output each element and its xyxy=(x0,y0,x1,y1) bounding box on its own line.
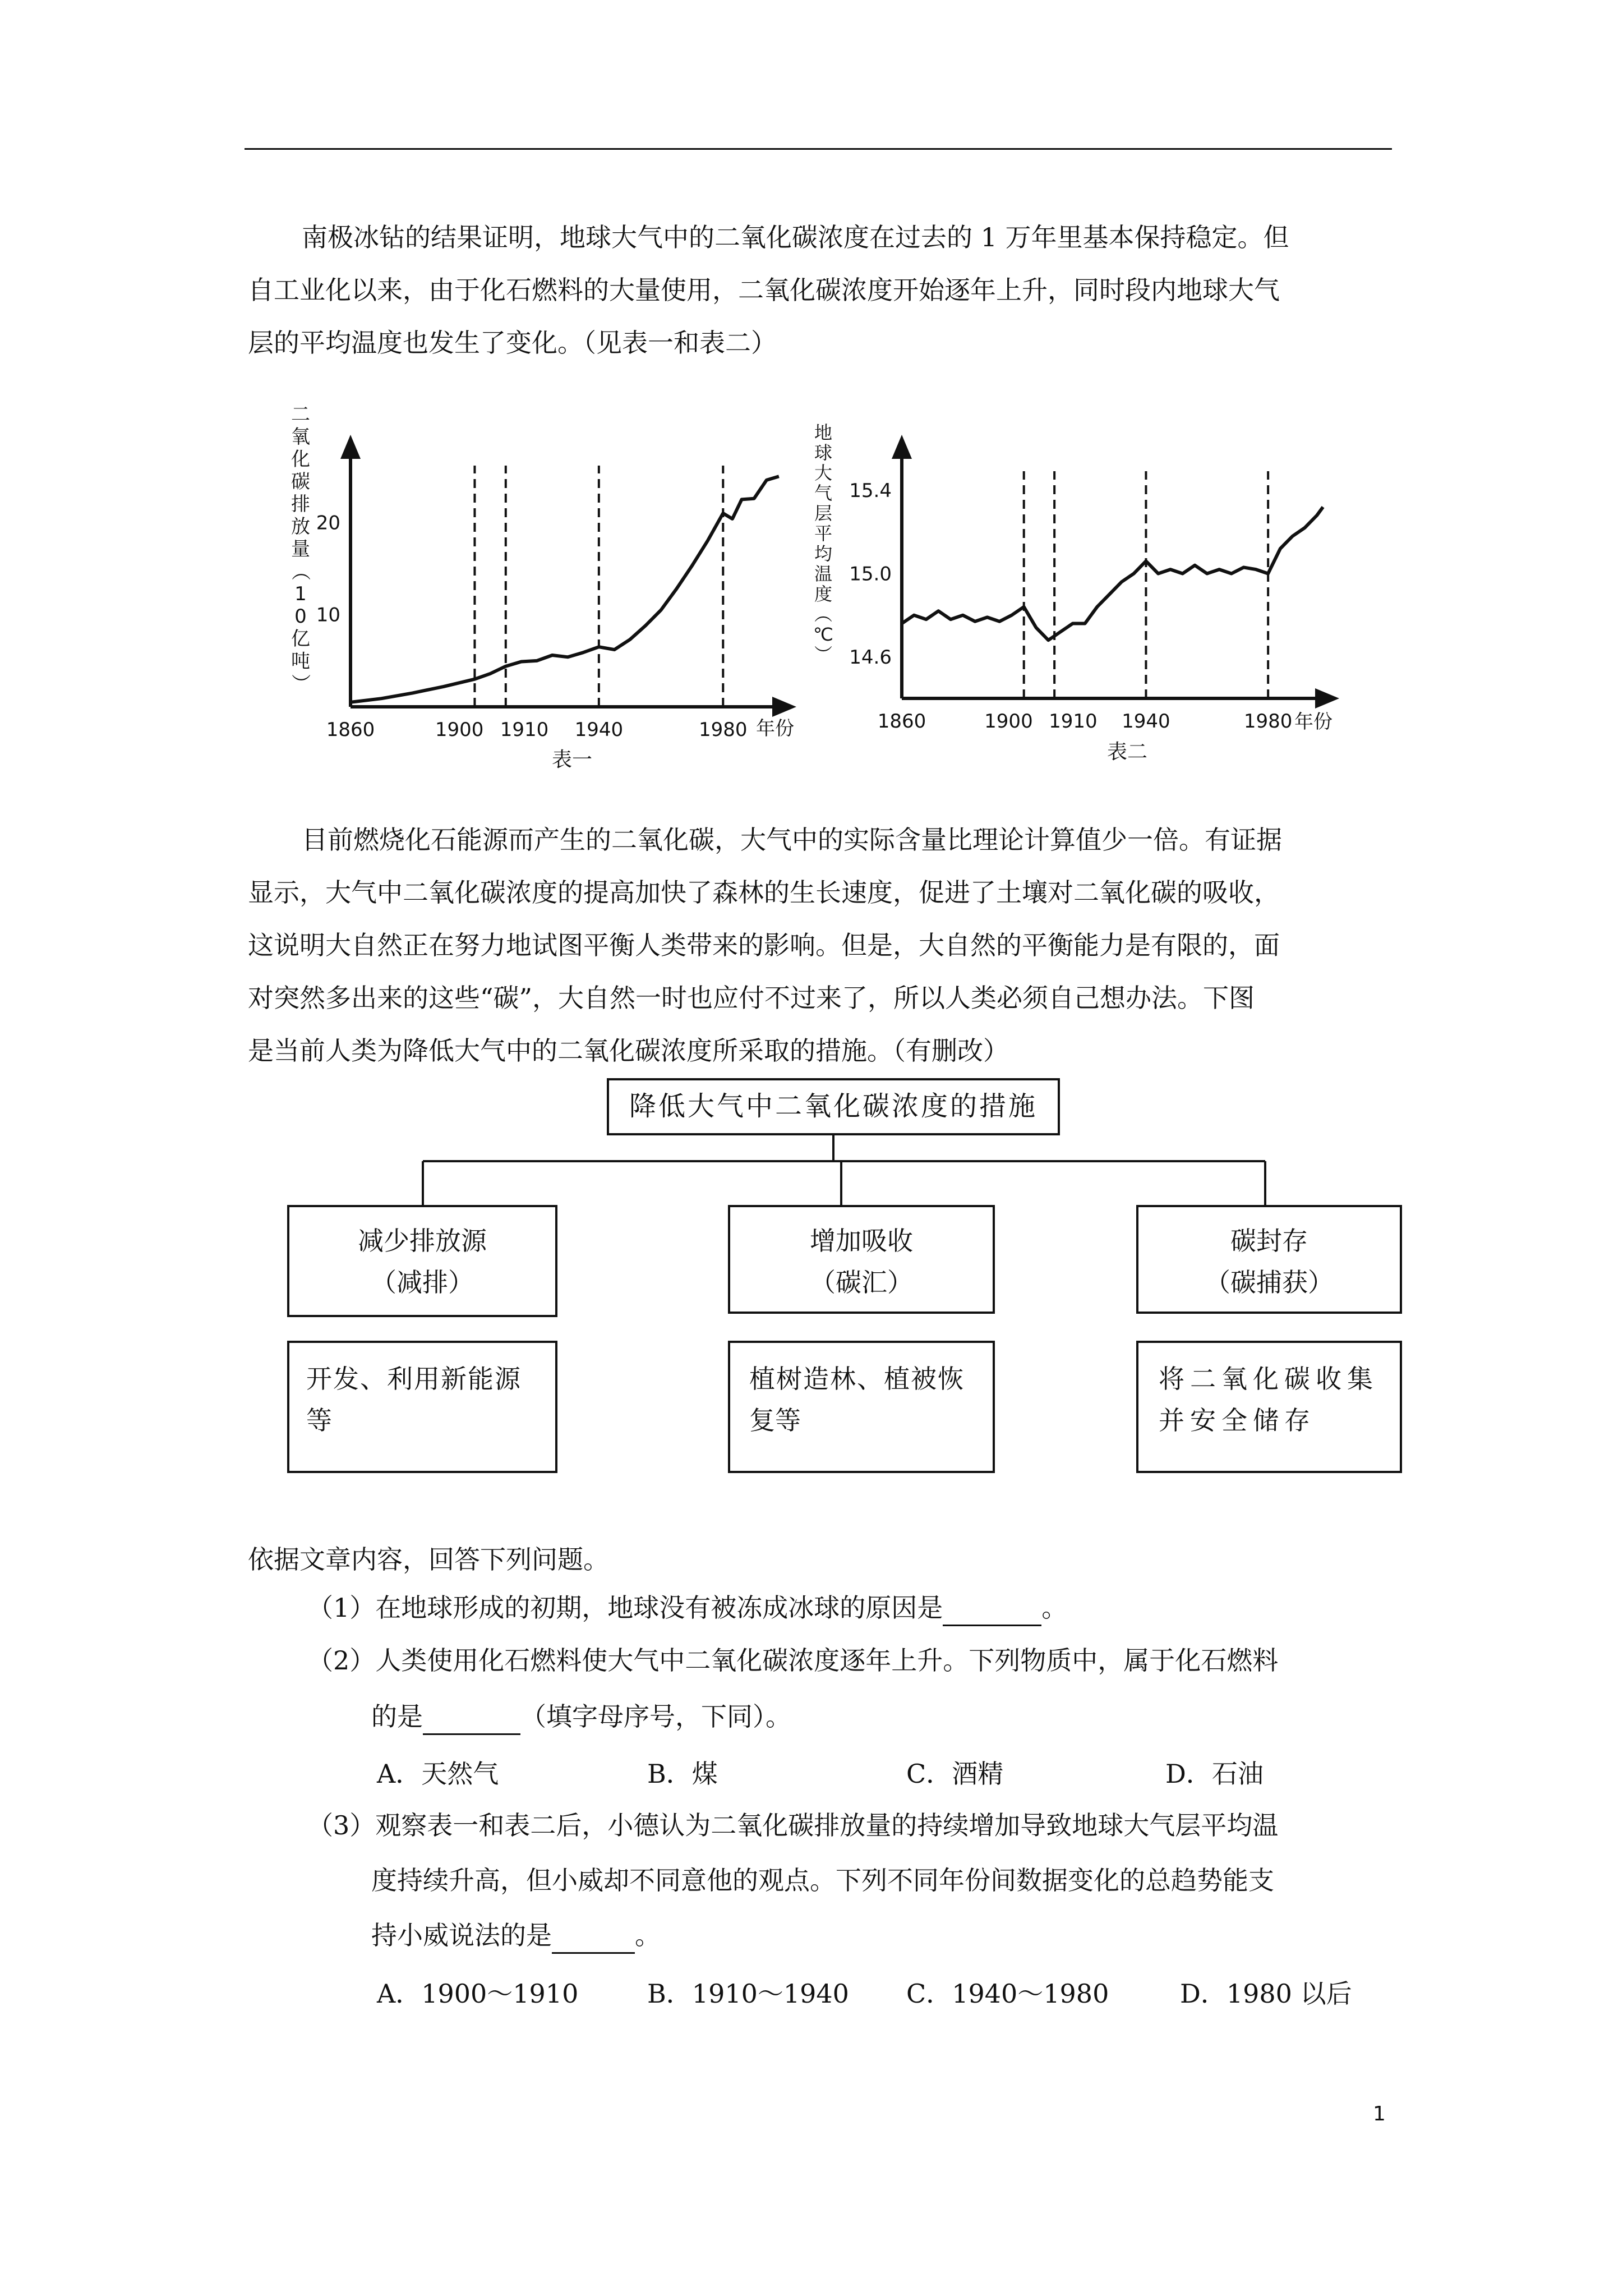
y-axis-label-char: 量 xyxy=(291,538,310,560)
x-tick-label: 1860 xyxy=(877,710,926,733)
question-2-line1: （2）人类使用化石燃料使大气中二氧化碳浓度逐年上升。下列物质中，属于化石燃料 xyxy=(307,1645,1279,1676)
y-axis-label-char: （ xyxy=(812,604,833,623)
question-3-line1: （3）观察表一和表二后，小德认为二氧化碳排放量的持续增加导致地球大气层平均温 xyxy=(307,1810,1279,1841)
y-axis-label-char: 吨 xyxy=(291,650,310,673)
y-axis-label-char: 二 xyxy=(291,404,310,426)
y-axis-label-char: 亿 xyxy=(291,628,310,650)
detail-box-storage xyxy=(1137,1342,1401,1472)
y-tick-label: 15.4 xyxy=(849,480,892,503)
x-axis-label: 年份 xyxy=(1294,711,1332,733)
q3-option-c[interactable]: C．1940～1980 xyxy=(906,1978,1109,2009)
y-axis-label-char: 均 xyxy=(814,543,833,564)
detail-box-absorb xyxy=(729,1342,994,1472)
svg-text:等: 等 xyxy=(306,1405,332,1435)
y-axis-label-char: 0 xyxy=(294,605,307,628)
answer-blank-2[interactable] xyxy=(423,1700,520,1735)
x-tick-label: 1940 xyxy=(574,719,624,741)
question-1: （1）在地球形成的初期，地球没有被冻成冰球的原因是 。 xyxy=(307,1591,1067,1626)
y-axis-label xyxy=(812,422,833,663)
svg-text:增加吸收: 增加吸收 xyxy=(810,1226,913,1256)
answer-blank-3[interactable] xyxy=(552,1918,635,1954)
y-axis-label-char: （ xyxy=(289,562,311,581)
emission-chart xyxy=(280,404,819,774)
svg-text:植树造林、植被恢: 植树造林、植被恢 xyxy=(749,1364,965,1394)
y-axis-label-char: ） xyxy=(289,674,311,693)
middle-paragraph: 目前燃烧化石能源而产生的二氧化碳，大气中的实际含量比理论计算值少一倍。有证据 显示，大气中二氧化碳浓度的提高加快了森林的生长速度，促进了土壤对二氧化碳的吸收， 这说明大自然正在努力地试图平衡人类带来的影响。但是，大自然的平衡能力是有限的，面 对突然多出来的这些“碳”，大自然一时也应付不过来了，所以人类必须自己想办法。下图 是当前人类为降低大气中的二氧化碳浓度所采取的措施。（有删改） xyxy=(248,825,1282,1066)
x-tick-label: 1980 xyxy=(699,719,748,741)
q2-option-b[interactable]: B．煤 xyxy=(647,1759,718,1789)
page-number: 1 xyxy=(1373,2102,1386,2125)
svg-text:（碳汇）: （碳汇） xyxy=(810,1267,913,1297)
x-tick-label: 1910 xyxy=(500,719,549,741)
x-tick-label: 1980 xyxy=(1243,710,1293,733)
q2-option-d[interactable]: D．石油 xyxy=(1165,1759,1264,1789)
q2-option-c[interactable]: C．酒精 xyxy=(906,1759,1004,1789)
chart-caption: 表一 xyxy=(551,748,593,771)
x-tick-label: 1860 xyxy=(326,719,375,741)
q3-option-d[interactable]: D．1980 以后 xyxy=(1180,1978,1352,2009)
x-tick-label: 1910 xyxy=(1049,710,1098,733)
answer-blank-1[interactable] xyxy=(943,1591,1041,1626)
root-box xyxy=(608,1079,1059,1134)
tree-connectors xyxy=(423,1134,1265,1206)
branch-box-absorb xyxy=(729,1206,994,1313)
temperature-chart xyxy=(802,404,1340,774)
questions-lead: 依据文章内容，回答下列问题。 xyxy=(248,1544,609,1575)
y-axis-label-char: 碳 xyxy=(291,471,310,493)
y-axis-label-char: 排 xyxy=(291,493,310,516)
y-tick-label: 20 xyxy=(316,512,340,535)
detail-box-reduce xyxy=(288,1342,556,1472)
svg-text:减少排放源: 减少排放源 xyxy=(358,1226,487,1256)
svg-text:并安全储存: 并安全储存 xyxy=(1159,1405,1316,1435)
y-axis-label-char: 1 xyxy=(294,583,307,605)
x-axis-arrow xyxy=(1315,688,1339,708)
x-tick-label: 1940 xyxy=(1122,710,1170,733)
branch-box-reduce xyxy=(288,1206,556,1316)
chart-caption: 表二 xyxy=(1106,740,1148,763)
y-axis-label-char: 球 xyxy=(814,442,833,463)
temperature-series-line xyxy=(902,507,1323,640)
y-axis-label-char: 气 xyxy=(814,482,833,504)
y-tick-label: 15.0 xyxy=(849,563,892,586)
x-tick-label: 1900 xyxy=(435,719,484,741)
y-axis-label xyxy=(289,404,311,693)
svg-text:（减排）: （减排） xyxy=(371,1267,474,1297)
measures-diagram xyxy=(280,1071,1413,1487)
q2-option-a[interactable]: A．天然气 xyxy=(377,1759,499,1789)
branch-box-storage xyxy=(1137,1206,1401,1313)
svg-text:降低大气中二氧化碳浓度的措施: 降低大气中二氧化碳浓度的措施 xyxy=(629,1091,1038,1122)
q3-option-a[interactable]: A．1900～1910 xyxy=(377,1978,579,2009)
y-axis-label-char: 层 xyxy=(814,503,833,524)
y-axis-label-char: ） xyxy=(812,645,833,664)
emission-series-line xyxy=(351,476,779,702)
y-axis-label-char: 大 xyxy=(814,462,833,484)
y-axis-arrow xyxy=(892,435,912,459)
y-axis-label-char: 氧 xyxy=(291,426,310,448)
y-axis-label-char: 放 xyxy=(291,516,310,538)
y-axis-label-char: 地 xyxy=(814,422,833,443)
y-tick-label: 14.6 xyxy=(849,646,892,669)
svg-text:将二氧化碳收集: 将二氧化碳收集 xyxy=(1159,1364,1378,1394)
svg-text:开发、利用新能源: 开发、利用新能源 xyxy=(306,1364,522,1394)
header-rule xyxy=(245,148,1392,150)
question-3-line2: 度持续升高，但小威却不同意他的观点。下列不同年份间数据变化的总趋势能支 xyxy=(371,1865,1274,1895)
y-axis-label-char: 平 xyxy=(814,523,833,544)
y-axis-arrow xyxy=(340,435,361,459)
svg-text:碳封存: 碳封存 xyxy=(1230,1226,1308,1256)
svg-text:（碳捕获）: （碳捕获） xyxy=(1205,1267,1334,1297)
x-axis-label: 年份 xyxy=(756,717,794,740)
x-axis-arrow xyxy=(772,697,796,717)
svg-text:复等: 复等 xyxy=(749,1405,801,1435)
y-axis-label-char: 度 xyxy=(814,583,833,605)
y-tick-label: 10 xyxy=(316,604,340,627)
intro-paragraph: 南极冰钻的结果证明，地球大气中的二氧化碳浓度在过去的 1 万年里基本保持稳定。但 自工业化以来，由于化石燃料的大量使用，二氧化碳浓度开始逐年上升，同时段内地球大气 层的平均温度也发生了变化。（见表一和表二） xyxy=(248,222,1289,358)
y-axis-label-char: ℃ xyxy=(813,624,833,645)
x-tick-label: 1900 xyxy=(984,710,1033,733)
y-axis-label-char: 化 xyxy=(291,448,310,471)
question-2-line2: 的是 （填字母序号，下同）。 xyxy=(371,1700,791,1735)
question-3-line3: 持小威说法的是 。 xyxy=(371,1918,661,1954)
y-axis-label-char: 温 xyxy=(814,563,833,585)
q3-option-b[interactable]: B．1910～1940 xyxy=(647,1978,849,2009)
